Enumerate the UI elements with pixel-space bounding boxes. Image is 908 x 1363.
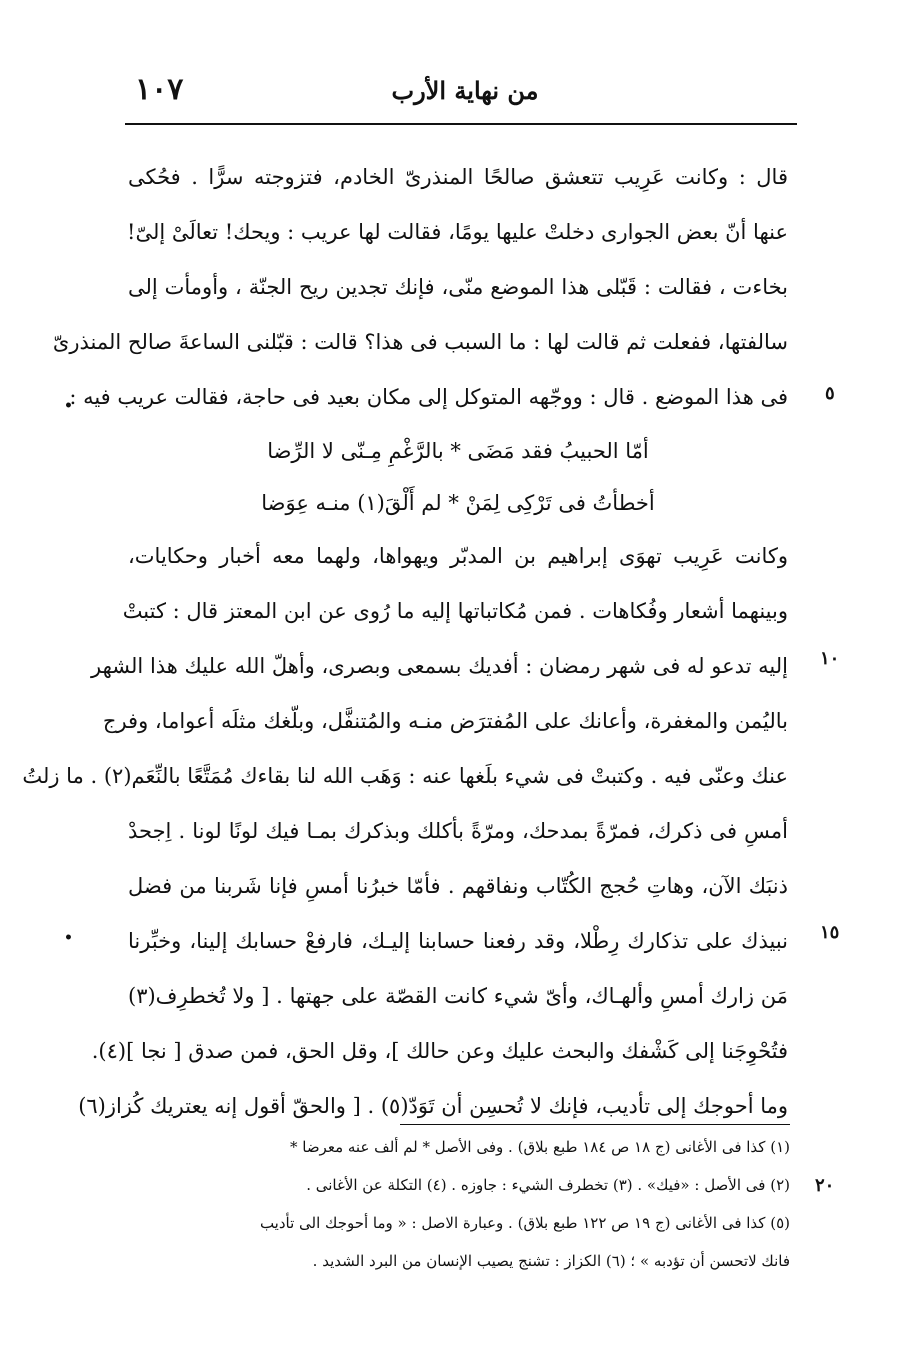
line-number-margin: ١٠ <box>820 648 840 669</box>
header-rule <box>125 123 797 125</box>
body-text <box>22 150 788 1134</box>
text-line: وبينهما أشعار وفُكاهات . فمن مُكاتباتها إليه ما رُوى عن ابن المعتز قال : كتبتْ <box>122 599 788 623</box>
footnote-line: فانك لاتحسن أن تؤدبه » ؛ (٦) الكزاز : تشنج يصيب الإنسان من البرد الشديد . <box>312 1252 790 1270</box>
footnote-rule <box>400 1124 790 1125</box>
line-number-margin: ٢٠ <box>815 1175 835 1196</box>
verse-line: أخطأتُ فى تَرْكِى لِمَنْ * لم أَلْقَ(١) منـه عِوَضا <box>261 491 655 515</box>
text-line: نبيذك على تذكارك رِطْلا، وقد رفعنا حسابنا إليـك، فارفعْ حسابك إلينا، وخبِّرنا <box>128 929 788 953</box>
page-number: ١٠٧ <box>135 72 184 107</box>
text-line: باليُمن والمغفرة، وأعانك على المُفترَض منـه والمُتنفَّل، وبلّغك مثلَه أعواما، وفرج <box>102 709 788 733</box>
text-line: مَن زارك أمسِ وألهـاك، وأىّ شيء كانت القصّة على جهتها . [ ولا تُخطرِف(٣) <box>128 984 788 1008</box>
page-header <box>125 70 795 122</box>
text-line: ذنبَك الآن، وهاتِ حُجج الكُتّاب ونفاقهم . فأمّا خبرُنا أمسِ فإنا شَربنا من فضل <box>128 874 788 898</box>
text-line: أمسِ فى ذكرك، فمرّةً بمدحك، ومرّةً بأكلك وبذكرك بمـا فيك لونًا لونا . اِجحدْ <box>128 819 788 843</box>
text-line: عنها أنّ بعض الجوارى دخلتْ عليها يومًا، فقالت لها عريب : ويحك! تعالَىْ إلىّ! <box>127 220 788 244</box>
line-number-margin: ٥ <box>825 383 835 404</box>
running-title: من نهاية الأرب <box>391 76 539 105</box>
text-line: قال : وكانت عَرِيب تتعشق صالحًا المنذرىّ الخادم، فتزوجته سرًّا . فحُكى <box>128 165 788 189</box>
line-number-margin: ١٥ <box>820 922 840 943</box>
footnote-line: (٢) فى الأصل : «فيك» . (٣) تخطرف الشيء : جاوزه . (٤) التكلة عن الأغانى . <box>306 1176 790 1194</box>
margin-dot: • <box>64 398 73 414</box>
verse-line: أمّا الحبيبُ فقد مَضَى * بالرَّغْمِ مِـنّى لا الرِّضا <box>267 439 649 463</box>
margin-dot: • <box>64 930 73 946</box>
footnote-line: (١) كذا فى الأغانى (ج ١٨ ص ١٨٤ طبع بلاق) . وفى الأصل * لم ألف عنه معرضا * <box>289 1138 790 1156</box>
text-line: وما أحوجك إلى تأديب، فإنك لا تُحسِن أن تَوَدّ(٥) . [ والحقّ أقول إنه يعتريك كُزاز(٦) <box>78 1094 788 1118</box>
text-line: بخاءت ، فقالت : قَبّلى هذا الموضع منّى، فإنك تجدين ريح الجنّة ، وأومأت إلى <box>128 275 788 299</box>
text-line: فى هذا الموضع . قال : ووجّهه المتوكل إلى مكان بعيد فى حاجة، فقالت عريب فيه : <box>69 385 788 409</box>
footnotes <box>125 1128 790 1280</box>
text-line: إليه تدعو له فى شهر رمضان : أفديك بسمعى وبصرى، وأهلّ الله عليك هذا الشهر <box>91 654 788 678</box>
footnote-line: (٥) كذا فى الأغانى (ج ١٩ ص ١٢٢ طبع بلاق) . وعبارة الاصل : « وما أحوجك الى تأديب <box>259 1214 790 1232</box>
text-line: وكانت عَرِيب تهوَى إبراهيم بن المدبّر ويهواها، ولهما معه أخبار وحكايات، <box>128 544 788 568</box>
text-line: سالفتها، ففعلت ثم قالت لها : ما السبب فى هذا؟ قالت : قبّلنى الساعةَ صالح المنذرىّ <box>52 330 788 354</box>
text-line: فتُحْوِجَنا إلى كَشْفك والبحث عليك وعن حالك ]، وقل الحق، فمن صدق [ نجا ](٤). <box>91 1039 788 1063</box>
text-line: عنك وعنّى فيه . وكتبتْ فى شيء بلَغها عنه : وَهَب الله لنا بقاءك مُمَتَّعًا بالنِّعَم(٢) . ما زلتُ <box>22 764 788 788</box>
